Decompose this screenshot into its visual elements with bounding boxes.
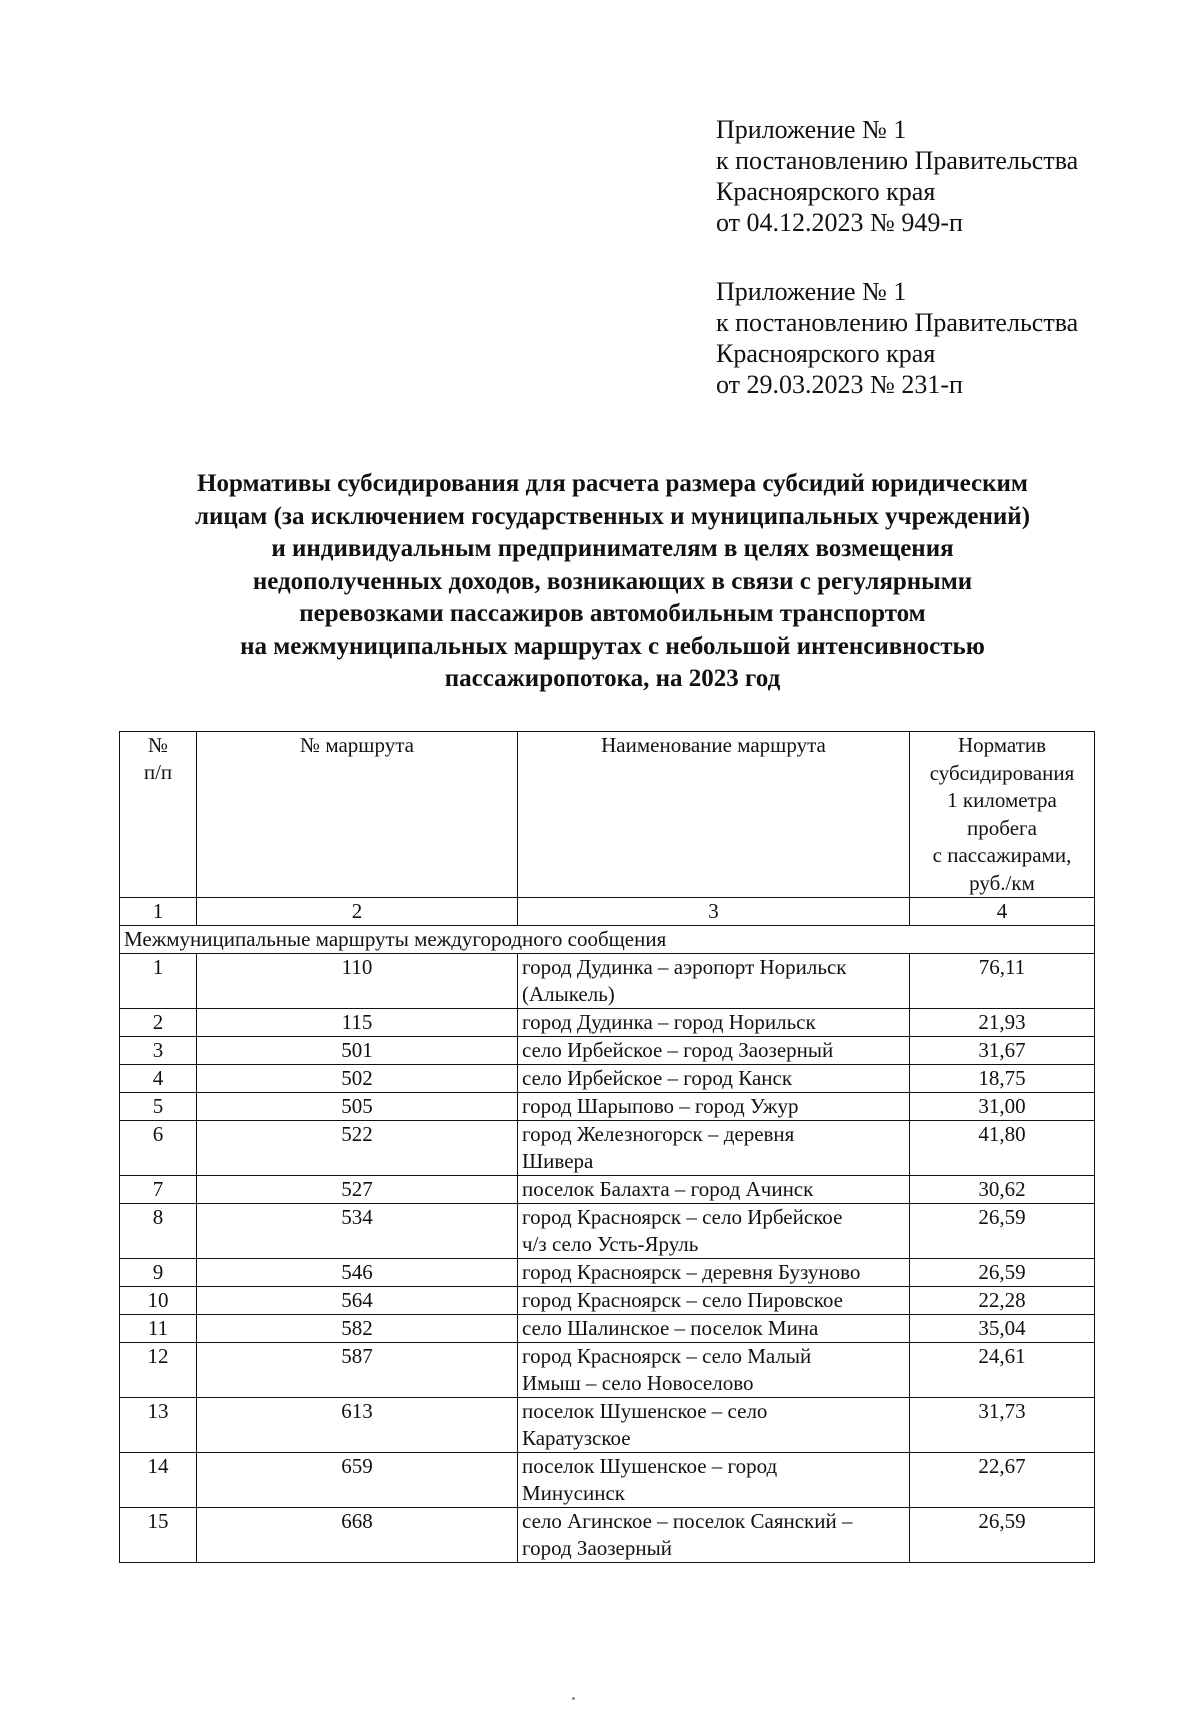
route-name-line: Шивера (522, 1149, 594, 1173)
route-number: 501 (197, 1037, 518, 1065)
route-name (518, 1093, 910, 1121)
title-line: на межмуниципальных маршрутах с небольшой интенсивностью (240, 632, 985, 660)
row-number: 13 (120, 1398, 197, 1453)
header-text: № (147, 733, 169, 757)
route-name-line: село Ирбейское – город Заозерный (522, 1038, 834, 1062)
route-number: 613 (197, 1398, 518, 1453)
route-name-line: город Заозерный (522, 1536, 672, 1560)
subsidy-norm-value: 76,11 (910, 954, 1095, 1009)
subsidy-norm-value: 41,80 (910, 1121, 1095, 1176)
row-number: 4 (120, 1065, 197, 1093)
subsidy-norm-value: 18,75 (910, 1065, 1095, 1093)
row-number: 2 (120, 1009, 197, 1037)
column-number: 3 (518, 898, 910, 926)
table-row (120, 1204, 1095, 1259)
route-name-line: поселок Шушенское – село (522, 1399, 768, 1423)
subsidy-norm-value: 21,93 (910, 1009, 1095, 1037)
route-name (518, 1009, 910, 1037)
route-name (518, 954, 910, 1009)
route-name (518, 1121, 910, 1176)
route-name (518, 1315, 910, 1343)
route-name (518, 1343, 910, 1398)
scan-speck (572, 1697, 575, 1700)
row-number: 5 (120, 1093, 197, 1121)
route-number: 587 (197, 1343, 518, 1398)
section-row (120, 926, 1095, 954)
route-name-line: (Алыкель) (522, 982, 615, 1006)
route-name (518, 1508, 910, 1563)
table-row (120, 1315, 1095, 1343)
header-text: Наименование маршрута (601, 733, 826, 757)
column-number: 2 (197, 898, 518, 926)
row-number: 3 (120, 1037, 197, 1065)
column-number-row (120, 898, 1095, 926)
route-name-line: город Дудинка – город Норильск (522, 1010, 816, 1034)
table-header-row (120, 732, 1095, 898)
subsidy-norm-value: 26,59 (910, 1259, 1095, 1287)
subsidy-norm-value: 26,59 (910, 1204, 1095, 1259)
route-number: 115 (197, 1009, 518, 1037)
header-no (120, 732, 197, 898)
route-number: 534 (197, 1204, 518, 1259)
subsidy-norm-value: 26,59 (910, 1508, 1095, 1563)
annex-current-line: Приложение № 1 (716, 115, 907, 144)
row-number: 6 (120, 1121, 197, 1176)
row-number: 11 (120, 1315, 197, 1343)
annex-current-line: к постановлению Правительства (716, 146, 1079, 175)
route-name (518, 1037, 910, 1065)
table-row (120, 954, 1095, 1009)
route-name-line: Имыш – село Новоселово (522, 1371, 754, 1395)
route-name-line: город Железногорск – деревня (522, 1122, 795, 1146)
route-name-line: село Ирбейское – город Канск (522, 1066, 793, 1090)
title-line: пассажиропотока, на 2023 год (444, 665, 781, 692)
row-number: 10 (120, 1287, 197, 1315)
route-name (518, 1176, 910, 1204)
route-name (518, 1287, 910, 1315)
route-name-line: город Красноярск – деревня Бузуново (522, 1260, 861, 1284)
header-route-no (197, 732, 518, 898)
header-text: № маршрута (300, 733, 414, 757)
table-row (120, 1037, 1095, 1065)
header-text: пробега (967, 815, 1037, 840)
header-text: с пассажирами, (932, 843, 1072, 867)
column-number: 1 (120, 898, 197, 926)
annex-current-line: Красноярского края (716, 177, 936, 206)
table-row (120, 1176, 1095, 1204)
annex-current (716, 114, 1156, 238)
header-text: руб./км (969, 870, 1035, 895)
route-number: 502 (197, 1065, 518, 1093)
header-text: 1 километра (947, 788, 1057, 812)
route-number: 659 (197, 1453, 518, 1508)
route-name (518, 1259, 910, 1287)
header-text: Норматив (957, 733, 1047, 757)
subsidy-norm-value: 35,04 (910, 1315, 1095, 1343)
subsidy-norms-table (119, 731, 1095, 1563)
route-number: 505 (197, 1093, 518, 1121)
table-row (120, 1453, 1095, 1508)
row-number: 1 (120, 954, 197, 1009)
annex-current-line: от 04.12.2023 № 949-п (716, 208, 963, 237)
route-name-line: село Агинское – поселок Саянский – (522, 1509, 853, 1533)
route-name-line: ч/з село Усть-Яруль (522, 1232, 699, 1256)
table-row (120, 1508, 1095, 1563)
route-name-line: город Красноярск – село Пировское (522, 1288, 843, 1312)
route-number: 522 (197, 1121, 518, 1176)
route-name-line: город Красноярск – село Малый (522, 1344, 812, 1368)
route-name (518, 1453, 910, 1508)
row-number: 8 (120, 1204, 197, 1259)
subsidy-norm-value: 22,28 (910, 1287, 1095, 1315)
row-number: 12 (120, 1343, 197, 1398)
row-number: 15 (120, 1508, 197, 1563)
route-number: 546 (197, 1259, 518, 1287)
route-name-line: город Шарыпово – город Ужур (522, 1094, 799, 1118)
route-name-line: поселок Шушенское – город (522, 1454, 778, 1478)
route-name-line: поселок Балахта – город Ачинск (522, 1177, 814, 1201)
header-norm (910, 732, 1095, 898)
route-number: 668 (197, 1508, 518, 1563)
route-name (518, 1204, 910, 1259)
subsidy-norm-value: 24,61 (910, 1343, 1095, 1398)
route-name (518, 1398, 910, 1453)
route-name-line: Минусинск (522, 1481, 625, 1505)
title-line: недополученных доходов, возникающих в связи с регулярными (252, 567, 973, 595)
title-line: и индивидуальным предпринимателям в целях возмещения (271, 535, 954, 562)
header-text: п/п (143, 760, 173, 784)
row-number: 14 (120, 1453, 197, 1508)
annex-previous-line: к постановлению Правительства (716, 308, 1079, 337)
table-row (120, 1093, 1095, 1121)
route-number: 582 (197, 1315, 518, 1343)
route-name-line: Каратузское (522, 1426, 631, 1450)
subsidy-norm-value: 30,62 (910, 1176, 1095, 1204)
header-text: субсидирования (929, 760, 1075, 785)
annex-previous-line: Приложение № 1 (716, 277, 907, 306)
route-name-line: город Дудинка – аэропорт Норильск (522, 955, 847, 979)
route-name-line: город Красноярск – село Ирбейское (522, 1205, 843, 1229)
subsidy-norm-value: 22,67 (910, 1453, 1095, 1508)
row-number: 9 (120, 1259, 197, 1287)
title-line: перевозками пассажиров автомобильным транспортом (299, 600, 926, 627)
route-number: 527 (197, 1176, 518, 1204)
annex-previous-line: от 29.03.2023 № 231-п (716, 370, 963, 399)
table-row (120, 1343, 1095, 1398)
section-title: Межмуниципальные маршруты междугородного сообщения (120, 926, 1095, 954)
title-line: Нормативы субсидирования для расчета размера субсидий юридическим (197, 470, 1028, 497)
annex-previous-line: Красноярского края (716, 339, 936, 368)
table-row (120, 1121, 1095, 1176)
route-number: 564 (197, 1287, 518, 1315)
header-route-name (518, 732, 910, 898)
table-row (120, 1398, 1095, 1453)
route-name-line: село Шалинское – поселок Мина (522, 1316, 819, 1340)
table-row (120, 1009, 1095, 1037)
route-name (518, 1065, 910, 1093)
document-title (120, 468, 1105, 696)
table-row (120, 1259, 1095, 1287)
annex-previous (716, 276, 1156, 400)
table-row (120, 1065, 1095, 1093)
subsidy-norm-value: 31,73 (910, 1398, 1095, 1453)
title-line: лицам (за исключением государственных и муниципальных учреждений) (194, 502, 1031, 530)
subsidy-norm-value: 31,67 (910, 1037, 1095, 1065)
column-number: 4 (910, 898, 1095, 926)
table-row (120, 1287, 1095, 1315)
subsidy-norm-value: 31,00 (910, 1093, 1095, 1121)
row-number: 7 (120, 1176, 197, 1204)
route-number: 110 (197, 954, 518, 1009)
